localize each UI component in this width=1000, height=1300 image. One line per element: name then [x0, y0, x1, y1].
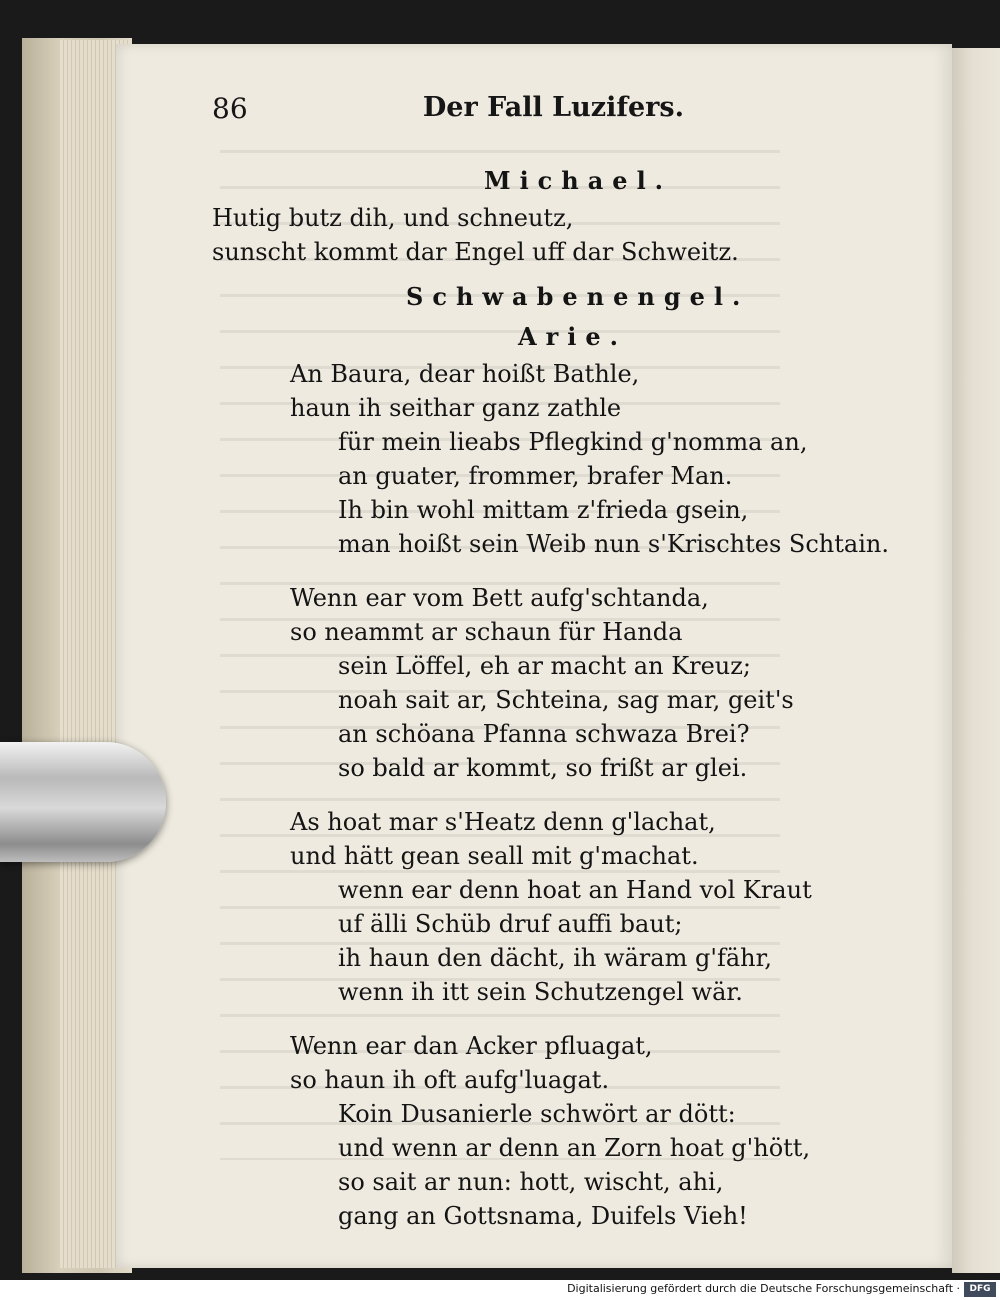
verse-line: für mein lieabs Pflegkind g'nomma an,	[338, 428, 808, 456]
running-head: Der Fall Luzifers.	[422, 92, 684, 123]
verse-line: und wenn ar denn an Zorn hoat g'hött,	[338, 1134, 811, 1162]
verse-line: wenn ih itt sein Schutzengel wär.	[338, 978, 743, 1006]
verse-line: und hätt gean seall mit g'machat.	[290, 842, 699, 870]
section-heading-arie: Arie.	[518, 322, 628, 351]
verse-line: so bald ar kommt, so frißt ar glei.	[338, 754, 748, 782]
page-number: 86	[212, 92, 248, 125]
verse-line: an schöana Pfanna schwaza Brei?	[338, 720, 750, 748]
verse-line: wenn ear denn hoat an Hand vol Kraut	[338, 876, 812, 904]
verse-line: haun ih seithar ganz zathle	[290, 394, 622, 422]
verse-line: man hoißt sein Weib nun s'Krischtes Schtain.	[338, 530, 889, 558]
speaker-heading-michael: Michael.	[484, 166, 673, 195]
verse-line: an guater, frommer, brafer Man.	[338, 462, 733, 490]
verse-line: Wenn ear dan Acker pfluagat,	[290, 1032, 653, 1060]
verse-line: so neammt ar schaun für Handa	[290, 618, 683, 646]
verse-line: gang an Gottsnama, Duifels Vieh!	[338, 1202, 748, 1230]
text-line: sunscht kommt dar Engel uff dar Schweitz.	[212, 238, 739, 266]
dfg-logo: DFG	[964, 1282, 996, 1297]
scanner-thumb-holder	[0, 742, 166, 862]
verse-line: Wenn ear vom Bett aufg'schtanda,	[290, 584, 709, 612]
funding-note: Digitalisierung gefördert durch die Deutsche Forschungsgemeinschaft ·	[567, 1282, 960, 1295]
verse-line: ih haun den dächt, ih wäram g'fähr,	[338, 944, 773, 972]
text-line: Hutig butz dih, und schneutz,	[212, 204, 574, 232]
verse-line: Koin Dusanierle schwört ar dött:	[338, 1100, 736, 1128]
verse-line: so sait ar nun: hott, wischt, ahi,	[338, 1168, 724, 1196]
verse-line: uf älli Schüb druf auffi baut;	[338, 910, 683, 938]
verse-line: so haun ih oft aufg'luagat.	[290, 1066, 610, 1094]
verse-line: An Baura, dear hoißt Bathle,	[290, 360, 640, 388]
facing-page-edge	[952, 48, 1000, 1273]
footer-bar	[0, 1280, 1000, 1300]
speaker-heading-schwabenengel: Schwabenengel.	[406, 282, 750, 311]
verse-line: As hoat mar s'Heatz denn g'lachat,	[290, 808, 716, 836]
page-header	[212, 92, 684, 132]
verse-line: Ih bin wohl mittam z'frieda gsein,	[338, 496, 749, 524]
verse-line: sein Löffel, eh ar macht an Kreuz;	[338, 652, 751, 680]
verse-line: noah sait ar, Schteina, sag mar, geit's	[338, 686, 794, 714]
